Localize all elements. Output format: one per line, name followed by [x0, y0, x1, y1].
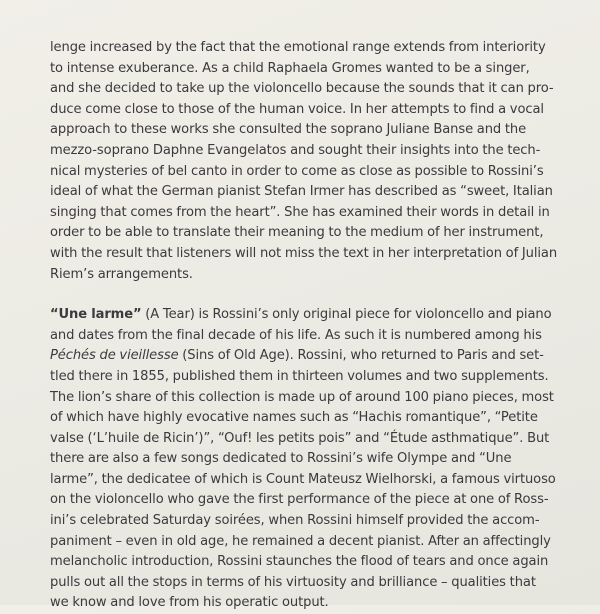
text-line: pulls out all the stops in terms of his virtuosity and brilliance – qualities that — [50, 574, 536, 590]
text-line — [50, 305, 560, 326]
paragraph-2 — [50, 305, 560, 614]
text-line: tled there in 1855, published them in thirteen volumes and two supplements. — [50, 368, 549, 384]
work-title-peches-de-vieillesse: Péchés de vieillesse — [50, 348, 179, 364]
text-line: with the result that listeners will not miss the text in her interpretation of Julian — [50, 245, 558, 261]
text-line: larme”, the dedicatee of which is Count Mateusz Wielhorski, a famous virtuoso — [50, 471, 556, 487]
text-line: nical mysteries of bel canto in order to come as close as possible to Rossini’s — [50, 163, 544, 179]
text-line: mezzo-soprano Daphne Evangelatos and sought their insights into the tech- — [50, 142, 541, 158]
text-line: paniment – even in old age, he remained a decent pianist. After an affectingly — [50, 533, 551, 549]
text-line: order to be able to translate their meaning to the medium of her instrument, — [50, 225, 544, 241]
text-line — [50, 346, 560, 367]
text-line: ini’s celebrated Saturday soirées, when Rossini himself provided the accom- — [50, 513, 540, 529]
text-line: we know and love from his operatic output. — [50, 595, 329, 611]
paragraph-1 — [50, 38, 560, 285]
text-line: approach to these works she consulted the soprano Juliane Banse and the — [50, 122, 527, 138]
text-line: ideal of what the German pianist Stefan Irmer has described as “sweet, Italian — [50, 184, 553, 200]
text-line: The lion’s share of this collection is made up of around 100 piano pieces, most — [50, 389, 554, 405]
text-line: valse (‘L’huile de Ricin’)”, “Ouf! les petits pois” and “Étude asthmatique”. But — [50, 430, 550, 446]
text-line: there are also a few songs dedicated to Rossini’s wife Olympe and “Une — [50, 451, 512, 467]
text-line: duce come close to those of the human voice. In her attempts to find a vocal — [50, 101, 544, 117]
text-run: (A Tear) is Rossini’s only original piece for violoncello and piano — [141, 307, 552, 323]
text-line: and she decided to take up the violoncello because the sounds that it can pro- — [50, 81, 554, 97]
work-title-une-larme: “Une larme” — [50, 307, 142, 323]
text-line: and dates from the final decade of his life. As such it is numbered among his — [50, 327, 542, 343]
text-line: lenge increased by the fact that the emotional range extends from interiority — [50, 40, 546, 55]
text-line: singing that comes from the heart”. She has examined their words in detail in — [50, 204, 550, 220]
text-line: of which have highly evocative names such as “Hachis romantique”, “Petite — [50, 410, 538, 426]
text-line: on the violoncello who gave the first performance of the piece at one of Ross- — [50, 492, 549, 508]
text-line: melancholic introduction, Rossini staunches the flood of tears and once again — [50, 554, 549, 570]
text-line: Riem’s arrangements. — [50, 266, 193, 282]
text-run: (Sins of Old Age). Rossini, who returned to Paris and set- — [178, 348, 544, 364]
text-line: to intense exuberance. As a child Raphaela Gromes wanted to be a singer, — [50, 60, 530, 76]
